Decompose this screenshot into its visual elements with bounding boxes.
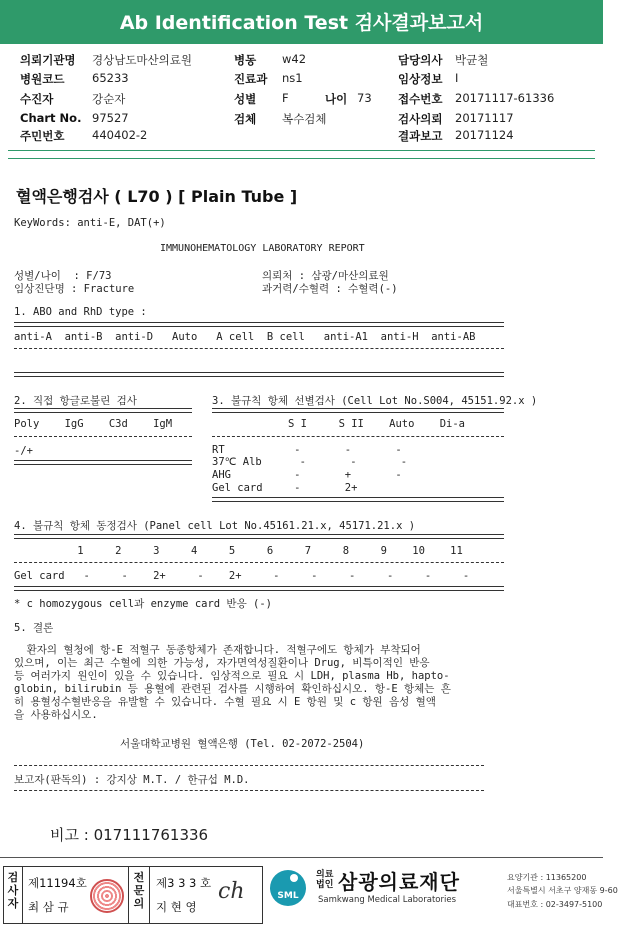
label-specimen: 검체: [234, 112, 257, 126]
label-report-date: 결과보고: [398, 129, 443, 143]
section-title: 혈액은행검사 ( L70 ) [ Plain Tube ]: [16, 187, 298, 206]
label-chart-no: Chart No.: [20, 111, 82, 125]
value-report-date: 20171124: [455, 128, 514, 142]
brand-name: 삼광의료재단: [338, 870, 460, 894]
conclusion-line: 있으며, 이는 최근 수혈에 의한 가능성, 자가면역성질환이나 Drug, 비특이적인 반응: [14, 657, 430, 669]
reporter: 보고자(판독의) : 강지상 M.T. / 한규섭 M.D.: [14, 774, 250, 786]
abo-rhd-columns: anti-A anti-B anti-D Auto A cell B cell anti-A1 anti-H anti-AB: [14, 331, 476, 343]
signature-box: [3, 866, 263, 924]
footer-divider: [0, 857, 603, 858]
value-hospital-code: 65233: [92, 71, 129, 85]
value-resident-no: 440402-2: [92, 128, 148, 142]
examiner-seal-icon: [90, 879, 124, 913]
svg-text:SML: SML: [277, 891, 299, 901]
rule: [212, 436, 504, 437]
panel-row: Gel card - - 2+ - 2+ - - - - - -: [14, 570, 470, 582]
rule: [14, 460, 192, 465]
specialist-signature-icon: ch: [218, 879, 245, 904]
brand-english: Samkwang Medical Laboratories: [318, 895, 457, 905]
specialist-label: 전 문 의: [133, 871, 145, 910]
report-title: Ab Identification Test 검사결과보고서: [0, 0, 603, 44]
rule: [14, 562, 504, 563]
screening-row: 37℃ Alb - - -: [212, 456, 408, 468]
rule: [14, 790, 484, 791]
abo-rhd-title: 1. ABO and RhD type :: [14, 306, 147, 318]
rule: [14, 765, 484, 766]
address: 서울특별시 서초구 양재동 9-60: [507, 886, 618, 895]
value-institution: 경상남도마산의료원: [92, 53, 192, 67]
divider: [149, 867, 150, 923]
sml-logo-icon: [268, 868, 308, 908]
rule: [212, 408, 504, 413]
requester: 의뢰처 : 삼광/마산의료원: [262, 270, 389, 282]
rule: [14, 534, 504, 539]
examiner-name: 최 삼 규: [28, 900, 69, 914]
conclusion-line: 히 용혈성수혈반응을 유발할 수 있습니다. 수혈 필요 시 E 항원 및 c 항원 음성 혈액: [14, 696, 436, 708]
conclusion-title: 5. 결론: [14, 622, 54, 634]
screening-row: AHG - + -: [212, 469, 402, 481]
label-receipt-no: 접수번호: [398, 92, 443, 106]
dat-value: -/+: [14, 445, 33, 457]
label-clinical-info: 임상정보: [398, 72, 443, 86]
examiner-label: 검 사 자: [7, 871, 19, 910]
label-patient: 수진자: [20, 92, 54, 106]
rule: [14, 348, 504, 349]
label-institution: 의뢰기관명: [20, 53, 76, 67]
rule: [14, 436, 192, 437]
divider: [22, 867, 23, 923]
header-divider-2: [8, 158, 595, 159]
value-request-date: 20171117: [455, 111, 514, 125]
panel-columns: 1 2 3 4 5 6 7 8 9 10 11: [14, 545, 463, 557]
value-clinical-info: I: [455, 71, 459, 85]
value-receipt-no: 20171117-61336: [455, 91, 555, 105]
screening-title: 3. 불규칙 항체 선별검사 (Cell Lot No.S004, 45151.92.x ): [212, 395, 538, 407]
panel-note: * c homozygous cell과 enzyme card 반응 (-): [14, 598, 273, 610]
conclusion-line: 등 여러가지 원인이 있을 수 있습니다. 임상적으로 필요 시 LDH, plasma Hb, hapto-: [14, 670, 450, 682]
diagnosis: 임상진단명 : Fracture: [14, 283, 135, 295]
phone: 대표번호 : 02-3497-5100: [507, 900, 603, 909]
label-department: 진료과: [234, 72, 268, 86]
conclusion-line: 을 사용하십시오.: [14, 709, 98, 721]
panel-title: 4. 불규칙 항체 동정검사 (Panel cell Lot No.45161.21.x, 45171.21.x ): [14, 520, 416, 532]
value-chart-no: 97527: [92, 111, 129, 125]
rule: [14, 372, 504, 377]
value-doctor: 박균철: [455, 53, 489, 67]
label-doctor: 담당의사: [398, 53, 443, 67]
label-hospital-code: 병원코드: [20, 72, 65, 86]
report-heading: IMMUNOHEMATOLOGY LABORATORY REPORT: [160, 243, 365, 254]
rule: [14, 586, 504, 591]
dat-columns: Poly IgG C3d IgM: [14, 418, 173, 430]
value-ward: w42: [282, 52, 307, 66]
divider: [128, 867, 129, 923]
screening-columns: S I S II Auto Di-a: [288, 418, 466, 430]
specialist-license: 제3 3 3 호: [156, 876, 212, 890]
label-request-date: 검사의뢰: [398, 112, 443, 126]
label-resident-no: 주민번호: [20, 129, 65, 143]
screening-row: RT - - -: [212, 444, 402, 456]
specialist-name: 지 현 영: [156, 900, 197, 914]
value-patient: 강순자: [92, 92, 126, 106]
transfusion-history: 과거력/수혈력 : 수혈력(-): [262, 283, 398, 295]
sex-age: 성별/나이 : F/73: [14, 270, 112, 282]
value-sex: F: [282, 91, 289, 105]
label-ward: 병동: [234, 53, 257, 67]
value-department: ns1: [282, 71, 303, 85]
remark: 비고 : 017111761336: [50, 826, 209, 844]
rule: [212, 497, 504, 502]
brand-prefix: 의료 법인: [316, 870, 334, 890]
conclusion-line: globin, bilirubin 등 용혈에 관련된 검사를 시행하여 확인하십시오. 항-E 항체는 흔: [14, 683, 451, 695]
rule: [14, 408, 192, 413]
value-specimen: 복수검체: [282, 112, 327, 126]
label-age: 나이: [325, 92, 348, 106]
dat-title: 2. 직접 항글로불린 검사: [14, 395, 137, 407]
blood-bank-contact: 서울대학교병원 혈액은행 (Tel. 02-2072-2504): [120, 738, 365, 750]
header-divider: [8, 150, 595, 151]
screening-row: Gel card - 2+: [212, 482, 358, 494]
value-age: 73: [357, 91, 372, 105]
rule: [14, 322, 504, 327]
institution-code: 요양기관 : 11365200: [507, 873, 587, 882]
conclusion-line: 환자의 혈청에 항-E 적혈구 동종항체가 존재합니다. 적혈구에도 항체가 부착되어: [14, 644, 421, 656]
examiner-license: 제11194호: [28, 876, 87, 890]
label-sex: 성별: [234, 92, 257, 106]
keywords: KeyWords: anti-E, DAT(+): [14, 217, 166, 229]
